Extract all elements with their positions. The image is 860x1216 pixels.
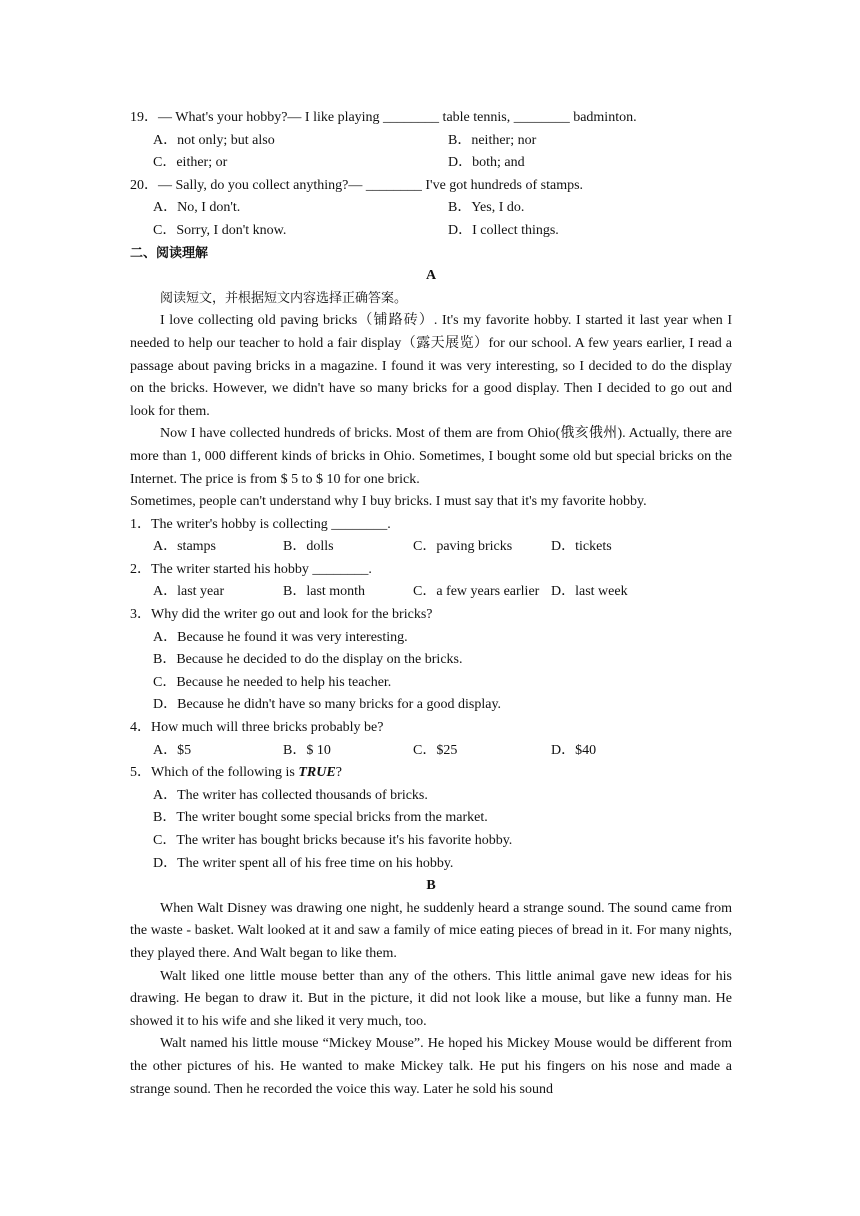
document-content [130, 107, 732, 1101]
a-question-3-option-b[interactable]: B．Because he decided to do the display on the bricks. [153, 652, 463, 668]
passage-b-paragraph-1: When Walt Disney was drawing one night, he suddenly heard a strange sound. The sound came from the waste - basket. Walt looked at it and saw a family of mice eating pieces of bread in it. For many nights, they played there. And Walt began to like them. [130, 900, 732, 961]
a-question-3-option-a[interactable]: A．Because he found it was very interesting. [153, 629, 408, 645]
a-question-4-option-d[interactable]: D．$40 [551, 742, 597, 758]
a-question-5-option-b[interactable]: B．The writer bought some special bricks from the market. [153, 810, 488, 826]
a-question-2-option-c[interactable]: C．a few years earlier [413, 584, 540, 600]
a-question-5-stem-post: ? [335, 765, 342, 781]
a-question-5-option-c[interactable]: C．The writer has bought bricks because it's his favorite hobby. [153, 833, 513, 848]
a-question-3-option-d[interactable]: D．Because he didn't have so many bricks for a good display. [153, 697, 502, 713]
question-19-options-row1 [130, 130, 732, 153]
question-19-option-c[interactable]: C．either; or [153, 155, 228, 171]
question-20-options-row1 [130, 197, 732, 220]
a-question-2-option-a[interactable]: A．last year [153, 584, 225, 600]
question-19-option-d[interactable]: D．both; and [448, 155, 525, 171]
a-question-4-option-a[interactable]: A．$5 [153, 742, 192, 758]
a-question-3-option-c[interactable]: C．Because he needed to help his teacher. [153, 674, 392, 690]
question-20-option-d[interactable]: D．I collect things. [448, 222, 559, 238]
a-question-2-option-d[interactable]: D．last week [551, 584, 628, 600]
a-question-4-option-c[interactable]: C．$25 [413, 742, 458, 758]
a-question-1-option-b[interactable]: B．dolls [283, 539, 334, 555]
a-question-4-options [130, 740, 732, 763]
question-19-options-row2 [130, 152, 732, 175]
question-20-option-a[interactable]: A．No, I don't. [153, 200, 241, 216]
a-question-2-option-b[interactable]: B．last month [283, 584, 366, 600]
a-question-5-stem-emphasis: TRUE [298, 765, 336, 781]
a-question-5-stem [130, 762, 732, 785]
question-20-options-row2 [130, 220, 732, 243]
a-question-3-stem: 3．Why did the writer go out and look for the bricks? [130, 607, 433, 623]
a-question-1-stem: 1．The writer's hobby is collecting ________. [130, 516, 391, 532]
passage-b-paragraph-3: Walt named his little mouse “Mickey Mouse”. He hoped his Mickey Mouse would be different from the other pictures of his. He wanted to make Mickey talk. He put his fingers on his nose and made a strange sound. Then he recorded the voice this way. Later he sold his sound [130, 1036, 732, 1097]
question-19-stem: 19．— What's your hobby?— I like playing ________ table tennis, ________ badminton. [130, 110, 637, 125]
question-19-option-a[interactable]: A．not only; but also [153, 132, 275, 148]
a-question-1-options [130, 536, 732, 559]
question-19-option-b[interactable]: B．neither; nor [448, 132, 537, 148]
a-question-5-option-a[interactable]: A．The writer has collected thousands of bricks. [153, 787, 428, 803]
a-question-4-stem: 4．How much will three bricks probably be? [130, 720, 384, 736]
passage-a-label: A [425, 268, 437, 284]
section-title: 二、阅读理解 [130, 245, 209, 261]
a-question-5-stem-pre: 5．Which of the following is [130, 765, 299, 781]
a-question-1-option-d[interactable]: D．tickets [551, 539, 612, 555]
question-20-option-b[interactable]: B．Yes, I do. [448, 200, 525, 216]
a-question-4-option-b[interactable]: B．$ 10 [283, 742, 331, 758]
a-question-2-options [130, 581, 732, 604]
passage-a-instruction: 阅读短文，并根据短文内容选择正确答案。 [160, 290, 408, 306]
passage-a-paragraph-1: I love collecting old paving bricks（铺路砖）. It's my favorite hobby. I started it last year when I needed to help our teacher to hold a fair display（露天展览）for our school. A few years earlier, I read a passage about paving bricks in a magazine. I found it was very interesting, so I decided to do the display on the bricks. However, we didn't have so many bricks for a good display. Then I decided to go out and look for them. [130, 313, 732, 419]
question-20-option-c[interactable]: C．Sorry, I don't know. [153, 222, 287, 238]
a-question-5-option-d[interactable]: D．The writer spent all of his free time on his hobby. [153, 855, 454, 871]
a-question-2-stem: 2．The writer started his hobby ________. [130, 561, 372, 577]
passage-b-label: B [426, 878, 436, 894]
question-20-stem: 20．— Sally, do you collect anything?— ________ I've got hundreds of stamps. [130, 177, 584, 193]
a-question-1-option-c[interactable]: C．paving bricks [413, 539, 513, 555]
a-question-1-option-a[interactable]: A．stamps [153, 539, 216, 555]
passage-a-paragraph-3: Sometimes, people can't understand why I buy bricks. I must say that it's my favorite hobby. [130, 494, 647, 510]
passage-b-paragraph-2: Walt liked one little mouse better than any of the others. This little animal gave new ideas for his drawing. He began to draw it. But in the picture, it did not look like a mouse, but like a funny man. He showed it to his wife and she liked it very much, too. [130, 968, 732, 1029]
passage-a-paragraph-2: Now I have collected hundreds of bricks. Most of them are from Ohio(俄亥俄州). Actually, there are more than 1, 000 different kinds of bricks in Ohio. Sometimes, I bought some old but special bricks on the Internet. The price is from $ 5 to $ 10 for one brick. [130, 426, 732, 487]
